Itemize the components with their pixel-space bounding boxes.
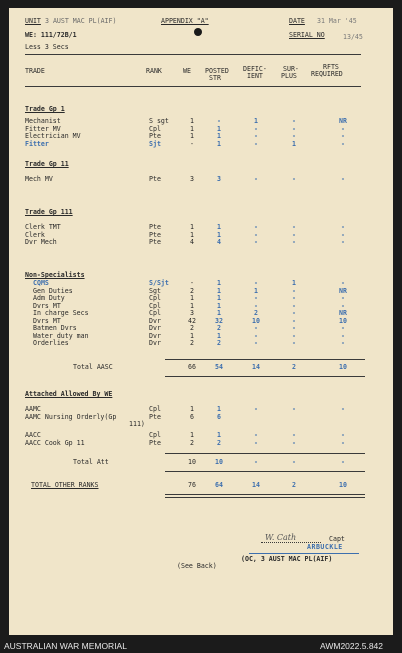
row-deficient: 1 bbox=[254, 117, 258, 125]
row-rfts: - bbox=[341, 132, 345, 140]
col-defic-2: IENT bbox=[247, 72, 263, 80]
row-deficient: - bbox=[254, 339, 258, 347]
row-rank: Dvr bbox=[149, 324, 161, 332]
total-rfts: - bbox=[341, 458, 345, 466]
total-att-row bbox=[9, 459, 393, 466]
row-trade: AACC bbox=[25, 431, 41, 439]
row-rfts: - bbox=[341, 324, 345, 332]
row-trade: Clerk bbox=[25, 230, 45, 239]
row-we: 1 bbox=[190, 124, 194, 133]
row-surplus: - bbox=[292, 316, 296, 325]
row-surplus: - bbox=[292, 438, 296, 447]
row-posted: 2 bbox=[217, 438, 221, 447]
row-surplus: - bbox=[292, 324, 296, 332]
double-rule bbox=[165, 494, 365, 498]
table-row bbox=[9, 133, 393, 140]
row-posted: 1 bbox=[217, 230, 221, 239]
row-posted: 1 bbox=[217, 139, 221, 148]
appendix-title: APPENDIX "A" bbox=[161, 17, 209, 25]
row-deficient: - bbox=[254, 139, 258, 148]
row-rank: Pte bbox=[149, 438, 161, 447]
total-aasc-label: Total AASC bbox=[73, 363, 113, 371]
total-rule bbox=[165, 453, 365, 454]
row-posted: 1 bbox=[217, 223, 221, 231]
row-rank: Pte bbox=[149, 132, 161, 140]
total-surplus: 2 bbox=[292, 481, 296, 489]
col-surplus-2: PLUS bbox=[281, 72, 297, 80]
row-posted: 1 bbox=[217, 301, 221, 310]
row-trade: Adm Duty bbox=[33, 294, 65, 302]
row-surplus: 1 bbox=[292, 279, 296, 287]
col-header-rule bbox=[25, 86, 361, 87]
row-trade: Batmen Dvrs bbox=[33, 324, 77, 332]
row-surplus: - bbox=[292, 405, 296, 413]
gp-note: 111) bbox=[129, 420, 145, 428]
row-trade: Dvrs MT bbox=[33, 301, 61, 310]
table-row bbox=[9, 440, 393, 447]
row-surplus: - bbox=[292, 331, 296, 340]
group-heading: Trade Gp 111 bbox=[25, 208, 73, 216]
row-deficient: - bbox=[254, 124, 258, 133]
row-trade: Electrician MV bbox=[25, 132, 81, 140]
row-surplus: - bbox=[292, 132, 296, 140]
row-surplus: - bbox=[292, 309, 296, 317]
total-att-label: Total Att bbox=[73, 458, 109, 466]
row-posted: 1 bbox=[217, 286, 221, 295]
row-trade: AAMC Nursing Orderly(Gp bbox=[25, 412, 117, 421]
row-rank: Dvr bbox=[149, 316, 161, 325]
row-deficient: - bbox=[254, 405, 258, 413]
row-rfts: - bbox=[341, 438, 345, 447]
row-deficient: 2 bbox=[254, 309, 258, 317]
table-row bbox=[9, 176, 393, 183]
row-rank: Dvr bbox=[149, 331, 161, 340]
group-heading: Attached Allowed By WE bbox=[25, 390, 113, 398]
row-surplus: - bbox=[292, 124, 296, 133]
header-rule bbox=[25, 54, 361, 55]
row-rank: Cpl bbox=[149, 309, 161, 317]
row-rank: S sgt bbox=[149, 117, 169, 125]
row-we: 4 bbox=[190, 238, 194, 246]
punch-hole bbox=[194, 28, 202, 36]
row-trade: In charge Secs bbox=[33, 309, 89, 317]
row-surplus: - bbox=[292, 117, 296, 125]
row-rank: Cpl bbox=[149, 301, 161, 310]
row-posted: 1 bbox=[217, 124, 221, 133]
row-rfts: - bbox=[341, 294, 345, 302]
row-rfts: NR bbox=[339, 286, 347, 295]
row-rank: S/Sjt bbox=[149, 279, 169, 287]
row-we: 3 bbox=[190, 175, 194, 183]
total-other-row bbox=[9, 482, 393, 489]
row-posted: 1 bbox=[217, 431, 221, 439]
row-trade: Mechanist bbox=[25, 117, 61, 125]
row-deficient: - bbox=[254, 438, 258, 447]
row-posted: 1 bbox=[217, 279, 221, 287]
row-rfts: NR bbox=[339, 309, 347, 317]
total-we: 66 bbox=[188, 363, 196, 371]
row-deficient: - bbox=[254, 294, 258, 302]
row-rfts: - bbox=[341, 139, 345, 148]
row-rfts: - bbox=[341, 339, 345, 347]
total-we: 76 bbox=[188, 481, 196, 489]
row-rank: Cpl bbox=[149, 431, 161, 439]
col-we: WE bbox=[183, 67, 191, 75]
row-deficient: - bbox=[254, 301, 258, 310]
row-trade: Fitter MV bbox=[25, 124, 61, 133]
serial-value: 13/45 bbox=[343, 33, 363, 41]
row-we: 1 bbox=[190, 331, 194, 340]
row-surplus: - bbox=[292, 339, 296, 347]
group-heading: Non-Specialists bbox=[25, 271, 85, 279]
row-trade: Dvrs MT bbox=[33, 316, 61, 325]
row-posted: 4 bbox=[217, 238, 221, 246]
total-we: 10 bbox=[188, 458, 196, 466]
row-rank: Pte bbox=[149, 223, 161, 231]
row-posted: 1 bbox=[217, 309, 221, 317]
row-trade: Clerk TMT bbox=[25, 223, 61, 231]
col-posted-2: STR bbox=[209, 74, 221, 82]
table-row bbox=[9, 340, 393, 347]
row-surplus: - bbox=[292, 294, 296, 302]
row-we: 1 bbox=[190, 230, 194, 239]
row-trade: Orderlies bbox=[33, 339, 69, 347]
row-trade: CQMS bbox=[33, 279, 49, 287]
total-rfts: 10 bbox=[339, 481, 347, 489]
col-posted: POSTED bbox=[205, 67, 229, 75]
row-rank: Sjt bbox=[149, 139, 161, 148]
table-row bbox=[9, 239, 393, 246]
row-rfts: - bbox=[341, 405, 345, 413]
row-trade: Water duty man bbox=[33, 331, 89, 340]
signature-rank: Capt bbox=[329, 535, 345, 543]
row-trade: Dvr Mech bbox=[25, 238, 57, 246]
row-surplus: - bbox=[292, 238, 296, 246]
row-we: 1 bbox=[190, 117, 194, 125]
unit-label: UNIT bbox=[25, 17, 41, 25]
row-we: 2 bbox=[190, 438, 194, 447]
table-row bbox=[9, 310, 393, 317]
row-deficient: - bbox=[254, 175, 258, 183]
row-posted: 1 bbox=[217, 132, 221, 140]
row-surplus: - bbox=[292, 175, 296, 183]
row-trade: Fitter bbox=[25, 139, 49, 148]
signature-stamp: ARBUCKLE bbox=[307, 543, 343, 551]
row-surplus: - bbox=[292, 223, 296, 231]
row-surplus: - bbox=[292, 431, 296, 439]
row-deficient: 1 bbox=[254, 286, 258, 295]
col-trade: TRADE bbox=[25, 67, 45, 75]
row-posted: - bbox=[217, 117, 221, 125]
row-we: 1 bbox=[190, 431, 194, 439]
row-rfts: NR bbox=[339, 117, 347, 125]
row-trade: AACC Cook Gp 11 bbox=[25, 438, 85, 447]
total-rule bbox=[165, 471, 365, 472]
row-rank: Pte bbox=[149, 412, 161, 421]
row-we: 6 bbox=[190, 412, 194, 421]
row-trade: Gen Duties bbox=[33, 286, 73, 295]
table-row bbox=[9, 224, 393, 231]
row-posted: 3 bbox=[217, 175, 221, 183]
footer-accession: AWM2022.5.842 bbox=[320, 641, 383, 651]
total-surplus: 2 bbox=[292, 363, 296, 371]
total-deficient: - bbox=[254, 458, 258, 466]
row-rfts: - bbox=[341, 124, 345, 133]
row-we: 2 bbox=[190, 324, 194, 332]
date-label: DATE bbox=[289, 17, 305, 25]
row-rank: Cpl bbox=[149, 124, 161, 133]
row-posted: 6 bbox=[217, 412, 221, 421]
col-rfts: RFTS bbox=[323, 63, 339, 71]
row-rank: Pte bbox=[149, 238, 161, 246]
row-posted: 1 bbox=[217, 294, 221, 302]
total-deficient: 14 bbox=[252, 363, 260, 371]
total-aasc-row bbox=[9, 364, 393, 371]
table-row bbox=[9, 414, 393, 421]
table-row bbox=[9, 295, 393, 302]
serial-label: SERIAL NO bbox=[289, 31, 325, 39]
row-surplus: - bbox=[292, 286, 296, 295]
total-rule bbox=[165, 376, 365, 377]
table-row bbox=[9, 118, 393, 125]
row-deficient: - bbox=[254, 431, 258, 439]
row-rfts: - bbox=[341, 230, 345, 239]
row-deficient: 10 bbox=[252, 316, 260, 325]
row-posted: 32 bbox=[215, 316, 223, 325]
table-row bbox=[9, 288, 393, 295]
total-posted: 54 bbox=[215, 363, 223, 371]
total-rfts: 10 bbox=[339, 363, 347, 371]
row-we: 1 bbox=[190, 301, 194, 310]
row-we: - bbox=[190, 279, 194, 287]
row-we: 1 bbox=[190, 405, 194, 413]
row-rank: Dvr bbox=[149, 339, 161, 347]
row-rank: Pte bbox=[149, 230, 161, 239]
row-rfts: - bbox=[341, 223, 345, 231]
row-deficient: - bbox=[254, 279, 258, 287]
row-rfts: - bbox=[341, 301, 345, 310]
row-trade: Mech MV bbox=[25, 175, 53, 183]
total-surplus: - bbox=[292, 458, 296, 466]
row-rfts: - bbox=[341, 175, 345, 183]
row-deficient: - bbox=[254, 324, 258, 332]
group-heading: Trade Gp 11 bbox=[25, 160, 69, 168]
total-rule bbox=[165, 359, 365, 360]
group-heading: Trade Gp 1 bbox=[25, 105, 65, 113]
document-page bbox=[9, 8, 393, 635]
signature-role: (OC, 3 AUST MAC PL(AIF) bbox=[241, 555, 333, 563]
total-posted: 10 bbox=[215, 458, 223, 466]
row-we: 1 bbox=[190, 223, 194, 231]
row-surplus: - bbox=[292, 230, 296, 239]
row-posted: 2 bbox=[217, 339, 221, 347]
row-rank: Pte bbox=[149, 175, 161, 183]
col-rank: RANK bbox=[146, 67, 162, 75]
row-surplus: - bbox=[292, 301, 296, 310]
total-deficient: 14 bbox=[252, 481, 260, 489]
signature-handwriting: W. Cath bbox=[265, 533, 297, 542]
col-defic: DEFIC- bbox=[243, 65, 267, 73]
row-deficient: - bbox=[254, 230, 258, 239]
row-we: 42 bbox=[188, 316, 196, 325]
footer-institution: AUSTRALIAN WAR MEMORIAL bbox=[4, 641, 127, 651]
row-posted: 2 bbox=[217, 324, 221, 332]
unit-value: 3 AUST MAC PL(AIF) bbox=[45, 17, 117, 25]
less-line: Less 3 Secs bbox=[25, 43, 69, 51]
row-posted: 1 bbox=[217, 405, 221, 413]
row-trade: AAMC bbox=[25, 405, 41, 413]
row-rank: Cpl bbox=[149, 405, 161, 413]
col-rfts-2: REQUIRED bbox=[311, 70, 343, 78]
table-row bbox=[9, 232, 393, 239]
row-rank: Cpl bbox=[149, 294, 161, 302]
total-posted: 64 bbox=[215, 481, 223, 489]
row-deficient: - bbox=[254, 238, 258, 246]
row-we: 3 bbox=[190, 309, 194, 317]
row-we: 2 bbox=[190, 339, 194, 347]
row-surplus: 1 bbox=[292, 139, 296, 148]
total-other-label: TOTAL OTHER RANKS bbox=[31, 481, 99, 489]
row-rank: Sgt bbox=[149, 286, 161, 295]
row-deficient: - bbox=[254, 331, 258, 340]
table-row bbox=[9, 141, 393, 148]
row-we: 1 bbox=[190, 294, 194, 302]
row-rfts: - bbox=[341, 331, 345, 340]
row-deficient: - bbox=[254, 223, 258, 231]
row-deficient: - bbox=[254, 132, 258, 140]
stamp-rule bbox=[249, 553, 359, 554]
row-we: - bbox=[190, 139, 194, 148]
row-we: 2 bbox=[190, 286, 194, 295]
col-surplus: SUR- bbox=[283, 65, 299, 73]
row-rfts: 10 bbox=[339, 316, 347, 325]
row-we: 1 bbox=[190, 132, 194, 140]
see-back-note: (See Back) bbox=[177, 562, 217, 570]
row-posted: 1 bbox=[217, 331, 221, 340]
we-line: WE: 111/72B/1 bbox=[25, 31, 77, 39]
archive-footer bbox=[0, 640, 402, 653]
row-rfts: - bbox=[341, 279, 345, 287]
date-value: 31 Mar '45 bbox=[317, 17, 357, 25]
row-rfts: - bbox=[341, 238, 345, 246]
row-rfts: - bbox=[341, 431, 345, 439]
